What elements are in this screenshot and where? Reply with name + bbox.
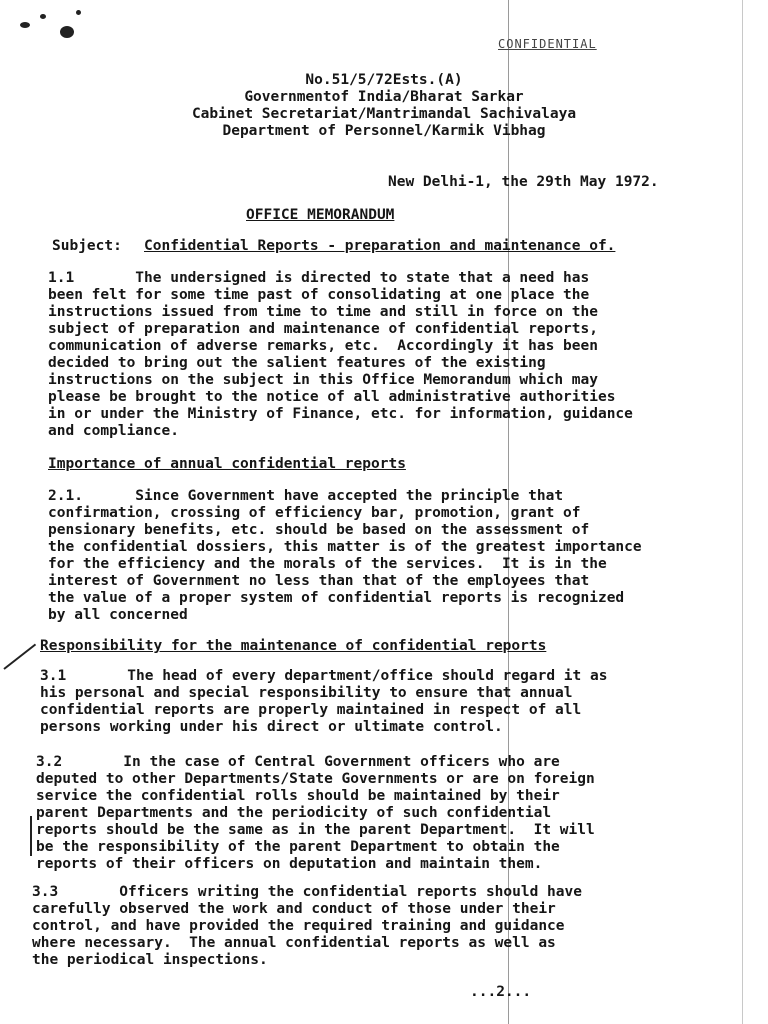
paragraph-line: reports of their officers on deputation and maintain them. (36, 856, 543, 872)
paragraph-line: control, and have provided the required training and guidance (32, 918, 565, 934)
paragraph-line: be the responsibility of the parent Department to obtain the (36, 839, 560, 855)
memo-number: No.51/5/72Ests.(A) (305, 72, 463, 88)
paragraph-line: subject of preparation and maintenance of confidential reports, (48, 321, 598, 337)
paragraph-line: 3.2 In the case of Central Government officers who are (36, 754, 560, 770)
heading-importance: Importance of annual confidential reports (48, 456, 406, 472)
paragraph-line: the value of a proper system of confidential reports is recognized (48, 590, 625, 606)
margin-tick-mark (3, 644, 36, 670)
paragraph-line: decided to bring out the salient features of the existing (48, 355, 546, 371)
paragraph-line: 2.1. Since Government have accepted the principle that (48, 488, 564, 504)
memo-title: OFFICE MEMORANDUM (246, 207, 395, 223)
paragraph-line: carefully observed the work and conduct of those under their (32, 901, 556, 917)
paragraph-line: service the confidential rolls should be maintained by their (36, 788, 560, 804)
continuation-marker: ...2... (470, 984, 532, 1000)
paragraph-line: in or under the Ministry of Finance, etc. for information, guidance (48, 406, 633, 422)
paragraph-line: 3.3 Officers writing the confidential reports should have (32, 884, 582, 900)
paragraph-line: the confidential dossiers, this matter is of the greatest importance (48, 539, 642, 555)
paragraph-line: instructions issued from time to time and still in force on the (48, 304, 598, 320)
paragraph-line: instructions on the subject in this Office Memorandum which may (48, 372, 598, 388)
paragraph-line: deputed to other Departments/State Governments or are on foreign (36, 771, 595, 787)
scan-blot (40, 14, 46, 19)
paragraph-line: communication of adverse remarks, etc. Accordingly it has been (48, 338, 598, 354)
classification-stamp: CONFIDENTIAL (498, 37, 597, 51)
paragraph-line: 1.1 The undersigned is directed to state that a need has (48, 270, 590, 286)
paragraph-line: and compliance. (48, 423, 179, 439)
place-and-date: New Delhi-1, the 29th May 1972. (388, 174, 659, 190)
heading-responsibility: Responsibility for the maintenance of confidential reports (40, 638, 547, 654)
header-government: Governmentof India/Bharat Sarkar (244, 89, 524, 105)
paragraph-line: persons working under his direct or ultimate control. (40, 719, 503, 735)
subject-text: Confidential Reports - preparation and maintenance of. (144, 238, 616, 254)
paragraph-line: by all concerned (48, 607, 188, 623)
paragraph-line: please be brought to the notice of all administrative authorities (48, 389, 616, 405)
paragraph-line: parent Departments and the periodicity of such confidential (36, 805, 552, 821)
paragraph-line: interest of Government no less than that of the employees that (48, 573, 590, 589)
paragraph-line: where necessary. The annual confidential reports as well as (32, 935, 556, 951)
paragraph-line: confirmation, crossing of efficiency bar, promotion, grant of (48, 505, 581, 521)
scan-blot (20, 22, 30, 28)
paragraph-line: his personal and special responsibility to ensure that annual (40, 685, 573, 701)
subject-label: Subject: (52, 238, 122, 254)
scan-blot (76, 10, 81, 15)
margin-bracket-mark (30, 816, 32, 856)
paragraph-line: reports should be the same as in the parent Department. It will (36, 822, 595, 838)
paragraph-line: been felt for some time past of consolidating at one place the (48, 287, 590, 303)
paragraph-line: for the efficiency and the morals of the services. It is in the (48, 556, 607, 572)
header-secretariat: Cabinet Secretariat/Mantrimandal Sachivalaya (191, 106, 577, 122)
header-department: Department of Personnel/Karmik Vibhag (222, 123, 546, 139)
page-edge-line (742, 0, 743, 1024)
paragraph-line: the periodical inspections. (32, 952, 268, 968)
scan-blot (60, 26, 74, 38)
paragraph-line: confidential reports are properly maintained in respect of all (40, 702, 582, 718)
paragraph-line: 3.1 The head of every department/office should regard it as (40, 668, 608, 684)
paragraph-line: pensionary benefits, etc. should be based on the assessment of (48, 522, 590, 538)
